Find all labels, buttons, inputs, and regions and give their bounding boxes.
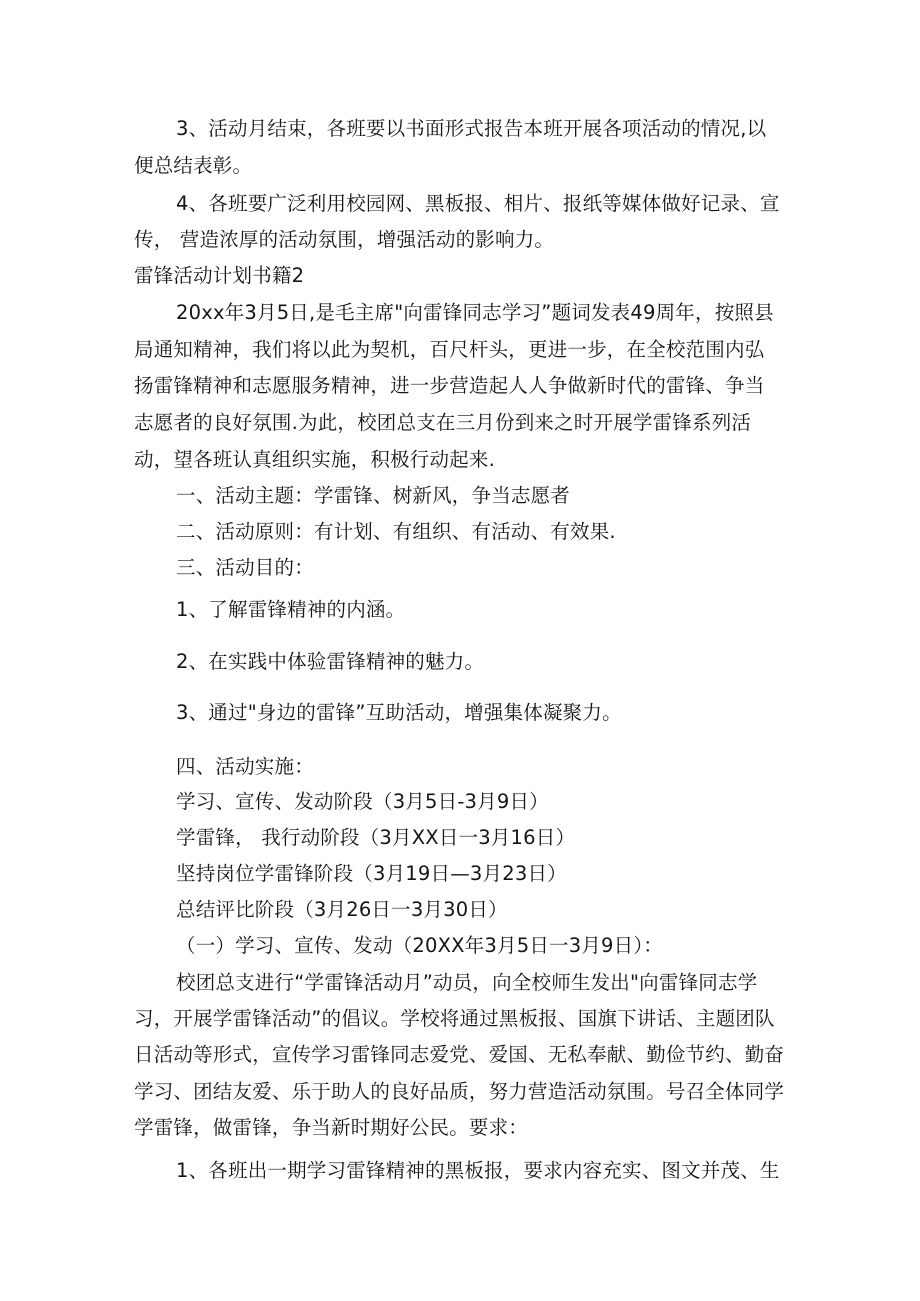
text-line: 2、在实践中体验雷锋精神的魅力。 <box>176 650 485 673</box>
text-line: 学雷锋，做雷锋，争当新时期好公民。要求： <box>134 1116 529 1139</box>
text-line: 1、了解雷锋精神的内涵。 <box>176 598 406 621</box>
text-line: 3、通过"身边的雷锋”互助活动，增强集体凝聚力。 <box>176 701 622 724</box>
text-line: 学习、宣传、发动阶段（3月5日-3月9日） <box>176 790 549 813</box>
text-line: 4、各班要广泛利用校园网、黑板报、相片、报纸等媒体做好记录、宣 <box>176 192 780 215</box>
text-line: （一）学习、宣传、发动（20XX年3月5日一3月9日）： <box>176 934 664 957</box>
text-line: 日活动等形式，宣传学习雷锋同志爱党、爱国、无私奉献、勤俭节约、勤奋 <box>134 1043 785 1066</box>
text-line: 三、活动目的： <box>176 556 314 579</box>
text-line: 传， 营造浓厚的活动氛围，增强活动的影响力。 <box>134 228 555 251</box>
text-line: 扬雷锋精神和志愿服务精神，进一步营造起人人争做新时代的雷锋、争当 <box>134 374 765 397</box>
text-line: 校团总支进行“学雷锋活动月”动员，向全校师生发出"向雷锋同志学 <box>176 971 758 994</box>
text-line: 四、活动实施： <box>176 755 314 778</box>
text-line: 志愿者的良好氛围.为此，校团总支在三月份到来之时开展学雷锋系列活 <box>134 411 752 434</box>
text-line: 局通知精神，我们将以此为契机，百尺杆头，更进一步，在全校范围内弘 <box>134 338 765 361</box>
text-line: 20xx年3月5日,是毛主席"向雷锋同志学习”题词发表49周年，按照县 <box>176 301 774 324</box>
text-line: 1、各班出一期学习雷锋精神的黑板报，要求内容充实、图文并茂、生 <box>176 1159 780 1182</box>
text-line: 总结评比阶段（3月26日一3月30日） <box>176 898 508 921</box>
text-line: 动，望各班认真组织实施，积极行动起来. <box>134 448 495 471</box>
text-line: 3、活动月结束，各班要以书面形式报告本班开展各项活动的情况,以 <box>176 117 767 140</box>
text-line: 学雷锋， 我行动阶段（3月XX日一3月16日） <box>176 826 576 849</box>
text-line: 习，开展学雷锋活动”的倡议。学校将通过黑板报、国旗下讲话、主题团队 <box>134 1007 775 1030</box>
text-line: 一、活动主题：学雷锋、树新风，争当志愿者 <box>176 484 571 507</box>
text-line: 学习、团结友爱、乐于助人的良好品质，努力营造活动氛围。号召全体同学 <box>134 1080 785 1103</box>
text-line: 二、活动原则：有计划、有组织、有活动、有效果. <box>176 520 616 543</box>
text-line: 坚持岗位学雷锋阶段（3月19日—3月23日） <box>176 862 567 885</box>
text-line: 便总结表彰。 <box>134 154 253 177</box>
section-heading: 雷锋活动计划书籍2 <box>134 264 305 287</box>
